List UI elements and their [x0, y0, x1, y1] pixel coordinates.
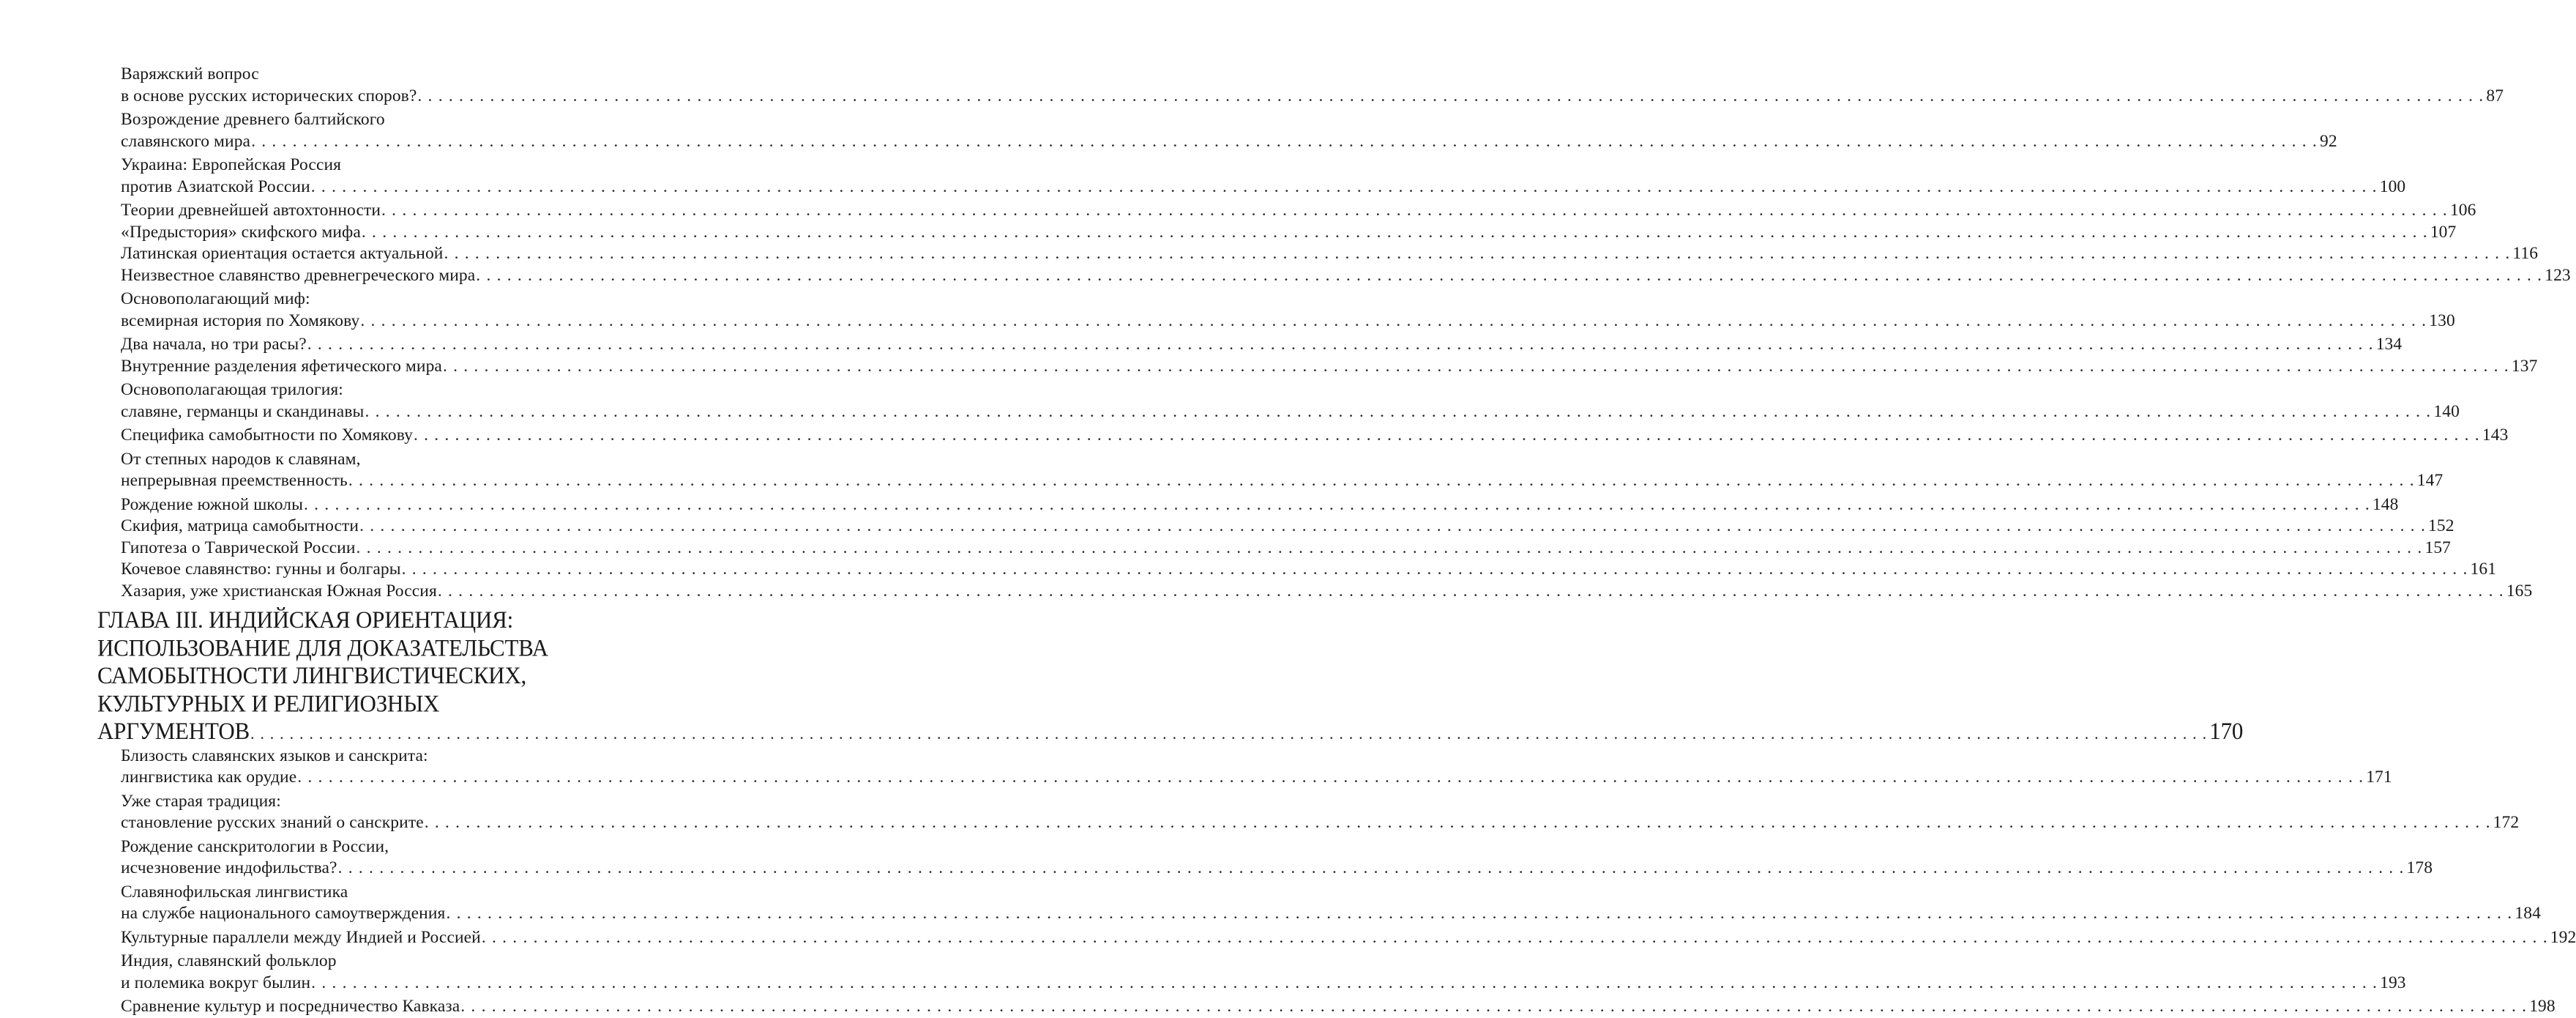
dot-leader: . . . . . . . . . . . . . . . . . . . . . . . . . . . . . . . . . . . . . . . . . . . . . . . . . . . . . . . . . . . . . . . . . . . . . . . . . . . . . . . . . . . . . . . . . . . . . . . . . . . . . . . . . . . . . . . . . . . . . . . . . . . . . . . . . . . . . . . . . . . . . . . . . . . . . . . . . . . . . . . . . . . . . . . . . . . . . . . . . . . . . . . . . . . . . . . . . . . . . . . .: [311, 973, 2378, 992]
toc-page-number: 116: [2512, 244, 2539, 263]
toc-entry-text: Варяжский вопрос: [121, 64, 259, 83]
toc-section-before: [0, 64, 2571, 602]
toc-entry-text: Славянофильская лингвистика: [121, 882, 348, 902]
toc-page-number: 87: [2486, 86, 2504, 105]
toc-entry-text: Гипотеза о Таврической России: [121, 538, 356, 557]
toc-entry-line: [121, 449, 631, 471]
toc-page-number: 171: [2366, 768, 2392, 787]
toc-entry-text: против Азиатской России: [121, 177, 310, 196]
toc-entry-text: Неизвестное славянство древнегреческого мира: [121, 265, 476, 285]
toc-page-number: 143: [2482, 426, 2509, 445]
toc-entry-line: [121, 155, 631, 177]
toc-entry-line: [97, 662, 631, 690]
toc-entry-text: славянского мира: [121, 131, 251, 151]
toc-entry-line: [97, 690, 631, 718]
toc-entry-text: Рождение южной школы: [121, 494, 303, 514]
toc-entry-line: [97, 606, 631, 634]
toc-entry: [121, 494, 2399, 516]
toc-entry-text: и полемика вокруг былин: [121, 973, 311, 992]
toc-entry-text: лингвистика как орудие: [121, 768, 297, 787]
toc-entry-line: [121, 243, 2539, 265]
toc-entry-line: [121, 927, 2576, 949]
dot-leader: . . . . . . . . . . . . . . . . . . . . . . . . . . . . . . . . . . . . . . . . . . . . . . . . . . . . . . . . . . . . . . . . . . . . . . . . . . . . . . . . . . . . . . . . . . . . . . . . . . . . . . . . . . . . . . . . . . . . . . . . . . . . . . . . . . . . . . . . . . . . . . . . . . . . . . . . . . . . . . . . . . . . . . . . . . . . . . . . . . . . . . . . . . . . . . . . . . . . . . . .: [460, 997, 2528, 1016]
toc-page-number: 106: [2449, 201, 2476, 220]
dot-leader: . . . . . . . . . . . . . . . . . . . . . . . . . . . . . . . . . . . . . . . . . . . . . . . . . . . . . . . . . . . . . . . . . . . . . . . . . . . . . . . . . . . . . . . . . . . . . . . . . . . . . . . . . . . . . . . . . . . . . . . . . . . . . . . . . . . . . . . . . . . . . . . . . . . . . . . . . . . . . . . . . . . . . . . . . . . . . . . . . . . . . . . . . . . . . . . . . . . . . . . .: [356, 538, 2423, 557]
toc-entry: [121, 200, 2476, 222]
dot-leader: . . . . . . . . . . . . . . . . . . . . . . . . . . . . . . . . . . . . . . . . . . . . . . . . . . . . . . . . . . . . . . . . . . . . . . . . . . . . . . . . . . . . . . . . . . . . . . . . . . . . . . . . . . . . . . . . . . . . . . . . . . . . . . . . . . . . . . . . . . . . . . . . . . . . . . . . . . . . . . . . . . . . . . . . . . . . . . . . . . . . . . . . . . . . . . . . . . . . . . . .: [304, 494, 2370, 514]
dot-leader: . . . . . . . . . . . . . . . . . . . . . . . . . . . . . . . . . . . . . . . . . . . . . . . . . . . . . . . . . . . . . . . . . . . . . . . . . . . . . . . . . . . . . . . . . . . . . . . . . . . . . . . . . . . . . . . . . . . . . . . . . . . . . . . . . . . . . . . . . . . . . . . . . . . . . . . . . . . . . . . . . . . . . . . . . . . . . . . . . . . . . . . . . . . . . . . . . . . . . . . .: [361, 222, 2428, 242]
toc-page-number: 165: [2506, 581, 2533, 601]
toc-entry: [121, 449, 2444, 492]
toc-entry-text: Украина: Европейская Россия: [121, 155, 342, 174]
toc-entry-line: [121, 131, 2337, 153]
dot-leader: . . . . . . . . . . . . . . . . . . . . . . . . . . . . . . . . . . . . . . . . . . . . . . . . . . . . . . . . . . . . . . . . . . . . . . . . . . . . . . . . . . . . . . . . . . . . . . . . . . . . . . . . . . . . . . . . . . . . . . . . . . . . . . . . . . . . . . . . . . . . . . . . . . . . . . . . . . . . . . . . . . . . . . . . . . . . . . . . . . . . . . . . . . . . . . . . . . . . . . . .: [444, 244, 2511, 263]
toc-entry-text: всемирная история по Хомякову: [121, 311, 360, 330]
dot-leader: . . . . . . . . . . . . . . . . . . . . . . . . . . . . . . . . . . . . . . . . . . . . . . . . . . . . . . . . . . . . . . . . . . . . . . . . . . . . . . . . . . . . . . . . . . . . . . . . . . . . . . . . . . . . . . . . . . . . . . . . . . . . . . . . . . . . . . . . . . . . . . . . . . . . . . . . . . . . . . . . . . . . . . . . . . . . . . . . . . . . . . . . . . . . . . . . . . . . . . . .: [424, 813, 2491, 832]
toc-entry: [121, 836, 2433, 880]
toc-entry-text: От степных народов к славянам,: [121, 449, 361, 469]
toc-entry-text: становление русских знаний о санскрите: [121, 813, 424, 832]
toc-entry: [121, 155, 2406, 198]
dot-leader: . . . . . . . . . . . . . . . . . . . . . . . . . . . . . . . . . . . . . . . . . . . . . . . . . . . . . . . . . . . . . . . . . . . . . . . . . . . . . . . . . . . . . . . . . . . . . . . . . . . . . . . . . . . . . . . . . . . . . . . . . . . . . . . . . . . . . . . . . . . . . . . . . . . . . . . . . . . . . . . . . . . . . . . . . . . . . . . . . . . . . . . . . . . . . . . . . . . . . . . .: [359, 516, 2427, 535]
toc-entry-line: [121, 425, 2509, 447]
toc-entry: [121, 334, 2403, 356]
toc-entry: [121, 927, 2576, 949]
toc-entry-line: [121, 538, 2452, 560]
toc-page-number: 198: [2529, 997, 2556, 1016]
toc-entry-text: Внутренние разделения яфетического мира: [121, 356, 442, 376]
toc-entry-text: Специфика самобытности по Хомякову: [121, 426, 413, 445]
toc-page-number: 193: [2380, 973, 2406, 992]
toc-section-after: [0, 746, 2576, 1018]
toc-entry: [121, 243, 2539, 265]
toc-entry: [121, 64, 2504, 107]
toc-entry-line: [121, 177, 2406, 198]
toc-entry-text: Уже старая традиция:: [121, 791, 281, 811]
toc-page-number: 157: [2424, 538, 2452, 557]
toc-entry: [121, 791, 2520, 834]
toc-entry-text: Культурные параллели между Индией и Россией: [121, 927, 481, 947]
toc-page-number: 148: [2372, 494, 2399, 514]
dot-leader: . . . . . . . . . . . . . . . . . . . . . . . . . . . . . . . . . . . . . . . . . . . . . . . . . . . . . . . . . . . . . . . . . . . . . . . . . . . . . . . . . . . . . . . . . . . . . . . . . . . . . . . . . . . . . . . . . . . . . . . . . . . . . . . . . . . . . . . . . . . . . . . . . . . . . . . . . . . . . . . . . . . . . . . . . . . . . . . . . . . . . . . . . . . . . . . . . . . . . . . .: [417, 86, 2484, 105]
toc-entry-line: [121, 401, 2460, 423]
toc-entry-line: [121, 973, 2406, 995]
dot-leader: . . . . . . . . . . . . . . . . . . . . . . . . . . . . . . . . . . . . . . . . . . . . . . . . . . . . . . . . . . . . . . . . . . . . . . . . . . . . . . . . . . . . . . . . . . . . . . . . . . . . . . . . . . . . . . . . . . . . . . . . . . . . . . . . . . . . . . . . . . . . . . . . . . . . . . . . . . . . . . . . . . . . . . . . . . . . . . . . . . . . . . . . . . . . . . . . . . . . . . . .: [476, 265, 2543, 285]
toc-entry-text: Два начала, но три расы?: [121, 335, 307, 354]
toc-entry-line: [121, 265, 2571, 287]
toc-entry: [121, 559, 2497, 581]
toc-page-number: 92: [2320, 131, 2337, 151]
toc-entry-text: ГЛАВА III. ИНДИЙСКАЯ ОРИЕНТАЦИЯ:: [97, 606, 513, 634]
dot-leader: . . . . . . . . . . . . . . . . . . . . . . . . . . . . . . . . . . . . . . . . . . . . . . . . . . . . . . . . . . . . . . . . . . . . . . . . . . . . . . . . . . . . . . . . . . . . . . . . . . . . . . . . . . . . . . . . . . . . . . . . . . . . . . . . . . . . . . . . . . . . . . . . . . . . . . . . . . . . . . . . . . . . . . . . . . . . . . . . . . . . . . . . . . . . . . . . . . . . . . . .: [360, 311, 2427, 330]
toc-entry-text: в основе русских исторических споров?: [121, 86, 417, 105]
toc-entry-line: [97, 634, 631, 662]
toc-entry: [121, 996, 2556, 1018]
toc-entry-text: славяне, германцы и скандинавы: [121, 401, 365, 421]
toc-page-number: 134: [2375, 335, 2403, 354]
toc-page-number: 170: [2209, 717, 2244, 745]
toc-entry-text: ИСПОЛЬЗОВАНИЕ ДЛЯ ДОКАЗАТЕЛЬСТВА: [97, 634, 548, 661]
toc-entry-text: Рождение санскритологии в России,: [121, 836, 389, 856]
dot-leader: . . . . . . . . . . . . . . . . . . . . . . . . . . . . . . . . . . . . . . . . . . . . . . . . . . . . . . . . . . . . . . . . . . . . . . . . . . . . . . . . . . . . . . . . . . . . . . . . . . . . . . . . . . . . . . . . . . . . . . . . . . . . . . . . . . . . . . . . . . . . . . . . . . . . . . . . . . . . . . . . . . . . . . . . . . . . . . . . . . . . . . . . . . . . . . . . . . . . . . . .: [446, 904, 2513, 923]
dot-leader: . . . . . . . . . . . . . . . . . . . . . . . . . . . . . . . . . . . . . . . . . . . . . . . . . . . . . . . . . . . . . . . . . . . . . . . . . . . . . . . . . . . . . . . . . . . . . . . . . . . . . . . . . . . . . . . . . . . . . . . . . . . . . . . . . . . . . . . . . . . . . . . . . . . . . . . . . . . . . . . . . . . . . . . . . . . . . . . . . . . . . . . . . . . . . . . . . . . . . . . .: [442, 356, 2509, 376]
dot-leader: . . . . . . . . . . . . . . . . . . . . . . . . . . . . . . . . . . . . . . . . . . . . . . . . . . . . . . . . . . . . . . . . . . . . . . . . . . . . . . . . . . . . . . . . . . . . . . . . . . . . . . . . . . . . . . . . . . . . . . . . . . . . . . . . . . . . . . . . . . . . . . . . . . . . . . . . . . . . . . . . . . . . . . . . . . . . . . . . . . . . . . . . . . . . . . . . . . . . . . . .: [337, 858, 2405, 877]
toc-entry-line: [121, 64, 631, 86]
toc-entry-line: [121, 791, 631, 813]
toc-entry-text: КУЛЬТУРНЫХ И РЕЛИГИОЗНЫХ: [97, 689, 440, 717]
toc-page-number: 107: [2430, 222, 2457, 242]
toc-entry-line: [121, 109, 631, 131]
dot-leader: . . . . . . . . . . . . . . . . . . . . . . . . . . . . . . . . . . . . . . . . . . . . . . . . . . . . . . . . . . . . . . . . . . . . . . . . . . . . . . . . . . . . . . . . . . . . . . . . . . . . . . . . . . . . . . . . . . . . . . . . . . . . . . . . . . . . . . . . . . . . . . . . . . . . . . . . . . . . . . . . . . . . . . . . . . . . . . . . . . . . . . . . . . . . . . . . . . . . . . . .: [250, 724, 2208, 743]
toc-entry-line: [121, 559, 2497, 581]
toc-entry-line: [121, 581, 2533, 603]
toc-entry: [121, 265, 2571, 287]
toc-entry-line: [121, 836, 631, 858]
toc-entry-line: [121, 86, 2504, 108]
toc-entry-text: Теории древнейшей автохтонности: [121, 201, 381, 220]
dot-leader: . . . . . . . . . . . . . . . . . . . . . . . . . . . . . . . . . . . . . . . . . . . . . . . . . . . . . . . . . . . . . . . . . . . . . . . . . . . . . . . . . . . . . . . . . . . . . . . . . . . . . . . . . . . . . . . . . . . . . . . . . . . . . . . . . . . . . . . . . . . . . . . . . . . . . . . . . . . . . . . . . . . . . . . . . . . . . . . . . . . . . . . . . . . . . . . . . . . . . . . .: [365, 401, 2432, 421]
toc-entry: [121, 951, 2406, 994]
toc-entry-text: Возрождение древнего балтийского: [121, 110, 385, 129]
toc-entry-text: «Предыстория» скифского мифа: [121, 222, 361, 242]
toc-entry: [121, 356, 2538, 378]
toc-entry-text: на службе национального самоутверждения: [121, 904, 446, 923]
toc-entry-text: Кочевое славянство: гунны и болгары: [121, 560, 401, 579]
toc-entry-text: Основополагающий миф:: [121, 289, 310, 308]
toc-entry-line: [121, 812, 2520, 834]
dot-leader: . . . . . . . . . . . . . . . . . . . . . . . . . . . . . . . . . . . . . . . . . . . . . . . . . . . . . . . . . . . . . . . . . . . . . . . . . . . . . . . . . . . . . . . . . . . . . . . . . . . . . . . . . . . . . . . . . . . . . . . . . . . . . . . . . . . . . . . . . . . . . . . . . . . . . . . . . . . . . . . . . . . . . . . . . . . . . . . . . . . . . . . . . . . . . . . . . . . . . . . .: [381, 201, 2448, 220]
toc-entry-line: [121, 516, 2454, 538]
toc-entry-line: [121, 903, 2541, 925]
toc-page-number: 140: [2433, 401, 2460, 421]
toc-entry-text: АРГУМЕНТОВ: [97, 717, 250, 745]
toc-entry-text: исчезновение индофильства?: [121, 858, 337, 877]
toc-entry: [121, 425, 2509, 447]
toc-entry-line: [121, 311, 2455, 332]
toc-entry-line: [121, 767, 2392, 789]
toc-entry-line: [121, 222, 2457, 244]
toc-page-number: 172: [2493, 813, 2520, 832]
dot-leader: . . . . . . . . . . . . . . . . . . . . . . . . . . . . . . . . . . . . . . . . . . . . . . . . . . . . . . . . . . . . . . . . . . . . . . . . . . . . . . . . . . . . . . . . . . . . . . . . . . . . . . . . . . . . . . . . . . . . . . . . . . . . . . . . . . . . . . . . . . . . . . . . . . . . . . . . . . . . . . . . . . . . . . . . . . . . . . . . . . . . . . . . . . . . . . . . . . . . . . . .: [437, 581, 2504, 601]
dot-leader: . . . . . . . . . . . . . . . . . . . . . . . . . . . . . . . . . . . . . . . . . . . . . . . . . . . . . . . . . . . . . . . . . . . . . . . . . . . . . . . . . . . . . . . . . . . . . . . . . . . . . . . . . . . . . . . . . . . . . . . . . . . . . . . . . . . . . . . . . . . . . . . . . . . . . . . . . . . . . . . . . . . . . . . . . . . . . . . . . . . . . . . . . . . . . . . . . . . . . . . .: [310, 177, 2378, 196]
toc-entry: [121, 379, 2460, 423]
dot-leader: . . . . . . . . . . . . . . . . . . . . . . . . . . . . . . . . . . . . . . . . . . . . . . . . . . . . . . . . . . . . . . . . . . . . . . . . . . . . . . . . . . . . . . . . . . . . . . . . . . . . . . . . . . . . . . . . . . . . . . . . . . . . . . . . . . . . . . . . . . . . . . . . . . . . . . . . . . . . . . . . . . . . . . . . . . . . . . . . . . . . . . . . . . . . . . . . . . . . . . . .: [401, 560, 2468, 579]
toc-entry-line: [121, 289, 631, 311]
toc-entry-text: Сравнение культур и посредничество Кавказа: [121, 997, 460, 1016]
toc-entry: [121, 538, 2452, 560]
toc-entry-text: непрерывная преемственность: [121, 471, 348, 490]
dot-leader: . . . . . . . . . . . . . . . . . . . . . . . . . . . . . . . . . . . . . . . . . . . . . . . . . . . . . . . . . . . . . . . . . . . . . . . . . . . . . . . . . . . . . . . . . . . . . . . . . . . . . . . . . . . . . . . . . . . . . . . . . . . . . . . . . . . . . . . . . . . . . . . . . . . . . . . . . . . . . . . . . . . . . . . . . . . . . . . . . . . . . . . . . . . . . . . . . . . . . . . .: [251, 131, 2318, 151]
toc-page-number: 100: [2379, 177, 2406, 196]
toc-entry-text: Близость славянских языков и санскрита:: [121, 746, 428, 765]
toc-entry: [121, 516, 2454, 538]
toc-entry-text: Латинская ориентация остается актуальной: [121, 244, 444, 263]
dot-leader: . . . . . . . . . . . . . . . . . . . . . . . . . . . . . . . . . . . . . . . . . . . . . . . . . . . . . . . . . . . . . . . . . . . . . . . . . . . . . . . . . . . . . . . . . . . . . . . . . . . . . . . . . . . . . . . . . . . . . . . . . . . . . . . . . . . . . . . . . . . . . . . . . . . . . . . . . . . . . . . . . . . . . . . . . . . . . . . . . . . . . . . . . . . . . . . . . . . . . . . .: [297, 768, 2364, 787]
toc-entry-text: САМОБЫТНОСТИ ЛИНГВИСТИЧЕСКИХ,: [97, 661, 527, 689]
toc-entry-text: Основополагающая трилогия:: [121, 380, 343, 399]
toc-entry: [121, 581, 2533, 603]
dot-leader: . . . . . . . . . . . . . . . . . . . . . . . . . . . . . . . . . . . . . . . . . . . . . . . . . . . . . . . . . . . . . . . . . . . . . . . . . . . . . . . . . . . . . . . . . . . . . . . . . . . . . . . . . . . . . . . . . . . . . . . . . . . . . . . . . . . . . . . . . . . . . . . . . . . . . . . . . . . . . . . . . . . . . . . . . . . . . . . . . . . . . . . . . . . . . . . . . . . . . . . .: [413, 426, 2480, 445]
toc-entry-line: [121, 334, 2403, 356]
toc-entry-line: [121, 470, 2444, 492]
toc-entry: [121, 882, 2541, 925]
toc-page-number: 130: [2429, 311, 2455, 330]
toc-page-number: 184: [2515, 904, 2541, 923]
toc-page-number: 137: [2511, 356, 2538, 376]
chapter-heading: [97, 606, 2244, 748]
toc-page-number: 192: [2550, 927, 2576, 947]
toc-entry: [121, 109, 2337, 152]
toc-entry: [121, 289, 2455, 332]
toc-entry-text: Скифия, матрица самобытности: [121, 516, 359, 535]
toc-entry-text: Хазария, уже христианская Южная Россия: [121, 581, 437, 601]
dot-leader: . . . . . . . . . . . . . . . . . . . . . . . . . . . . . . . . . . . . . . . . . . . . . . . . . . . . . . . . . . . . . . . . . . . . . . . . . . . . . . . . . . . . . . . . . . . . . . . . . . . . . . . . . . . . . . . . . . . . . . . . . . . . . . . . . . . . . . . . . . . . . . . . . . . . . . . . . . . . . . . . . . . . . . . . . . . . . . . . . . . . . . . . . . . . . . . . . . . . . . . .: [307, 335, 2374, 354]
toc-page-number: 147: [2416, 471, 2444, 490]
toc-entry-line: [121, 996, 2556, 1018]
toc-entry: [121, 222, 2457, 244]
toc-entry-line: [121, 858, 2433, 880]
toc-entry-line: [121, 379, 631, 401]
dot-leader: . . . . . . . . . . . . . . . . . . . . . . . . . . . . . . . . . . . . . . . . . . . . . . . . . . . . . . . . . . . . . . . . . . . . . . . . . . . . . . . . . . . . . . . . . . . . . . . . . . . . . . . . . . . . . . . . . . . . . . . . . . . . . . . . . . . . . . . . . . . . . . . . . . . . . . . . . . . . . . . . . . . . . . . . . . . . . . . . . . . . . . . . . . . . . . . . . . . . . . . .: [348, 471, 2415, 490]
toc-entry-line: [121, 494, 2399, 516]
toc-page-number: 178: [2406, 858, 2433, 877]
toc-page-number: 123: [2545, 265, 2571, 285]
toc-page-number: 152: [2428, 516, 2454, 535]
toc-entry-line: [97, 717, 2244, 748]
toc-entry-text: Индия, славянский фольклор: [121, 951, 337, 970]
toc-entry: [121, 746, 2392, 789]
toc-entry-line: [121, 951, 631, 973]
toc-entry-line: [121, 882, 631, 904]
toc-entry-line: [121, 200, 2476, 222]
toc-page-number: 161: [2470, 560, 2497, 579]
dot-leader: . . . . . . . . . . . . . . . . . . . . . . . . . . . . . . . . . . . . . . . . . . . . . . . . . . . . . . . . . . . . . . . . . . . . . . . . . . . . . . . . . . . . . . . . . . . . . . . . . . . . . . . . . . . . . . . . . . . . . . . . . . . . . . . . . . . . . . . . . . . . . . . . . . . . . . . . . . . . . . . . . . . . . . . . . . . . . . . . . . . . . . . . . . . . . . . . . . . . . . . .: [481, 927, 2548, 947]
toc-page: [0, 62, 2576, 1018]
toc-entry-line: [121, 746, 631, 768]
toc-entry-line: [121, 356, 2538, 378]
